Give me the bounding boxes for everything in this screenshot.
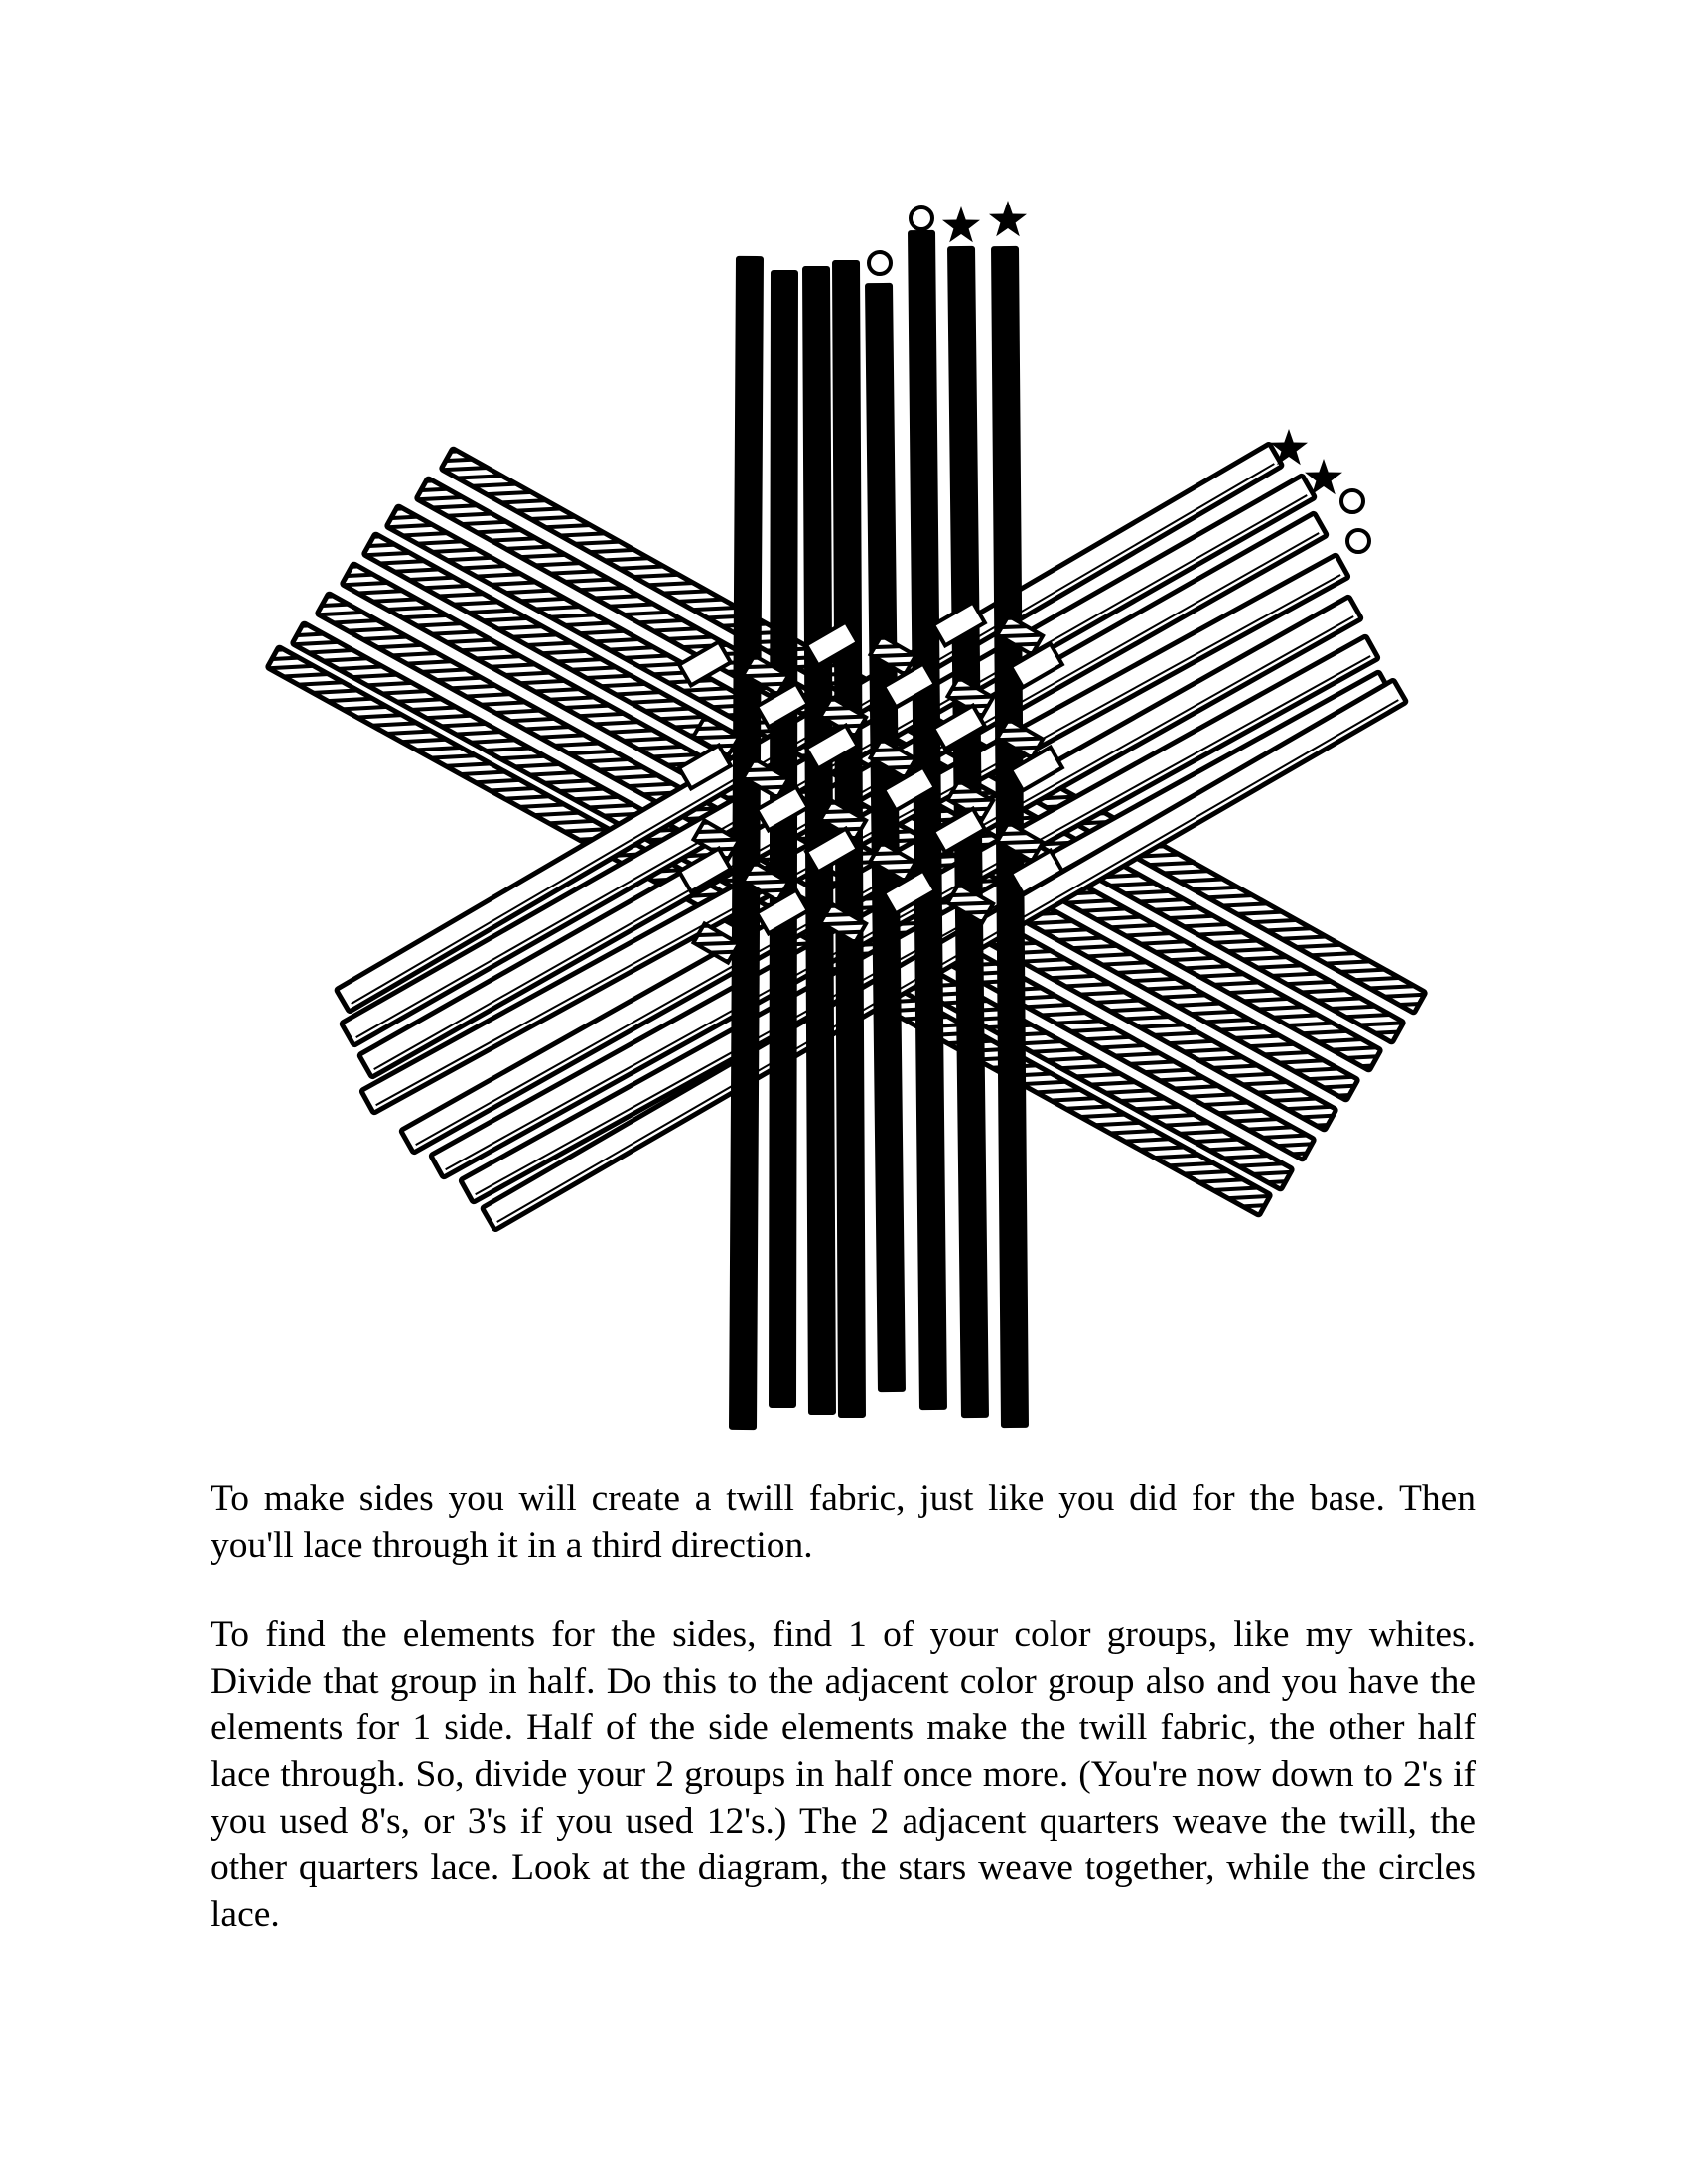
circle-marker-lace: [911, 207, 932, 229]
paragraph-intro: To make sides you will create a twill fabric, just like you did for the base. Then you'll lace through it in a third direction.: [211, 1478, 1476, 1566]
star-marker-weave: [942, 206, 980, 242]
circle-marker-lace: [1347, 530, 1369, 552]
instruction-text: [211, 1475, 1476, 1938]
circle-marker-lace: [1341, 490, 1363, 512]
star-marker-weave: [989, 201, 1027, 236]
circle-marker-lace: [869, 252, 891, 274]
black-strip: [908, 230, 947, 1410]
paragraph-elements: To find the elements for the sides, find 1 of your color groups, like my whites. Divide that group in half. Do this to the adjacent color group also and you have the elements for 1 side. Half of the side elements make the twill fabric, the other half lace through. So, divide your 2 groups in half once more. (You're now down to 2's if you used 8's, or 3's if you used 12's.) The 2 adjacent quarters weave the twill, the other quarters lace. Look at the diagram, the stars weave together, while the circles lace.: [211, 1614, 1476, 1935]
black-strip: [769, 270, 798, 1408]
